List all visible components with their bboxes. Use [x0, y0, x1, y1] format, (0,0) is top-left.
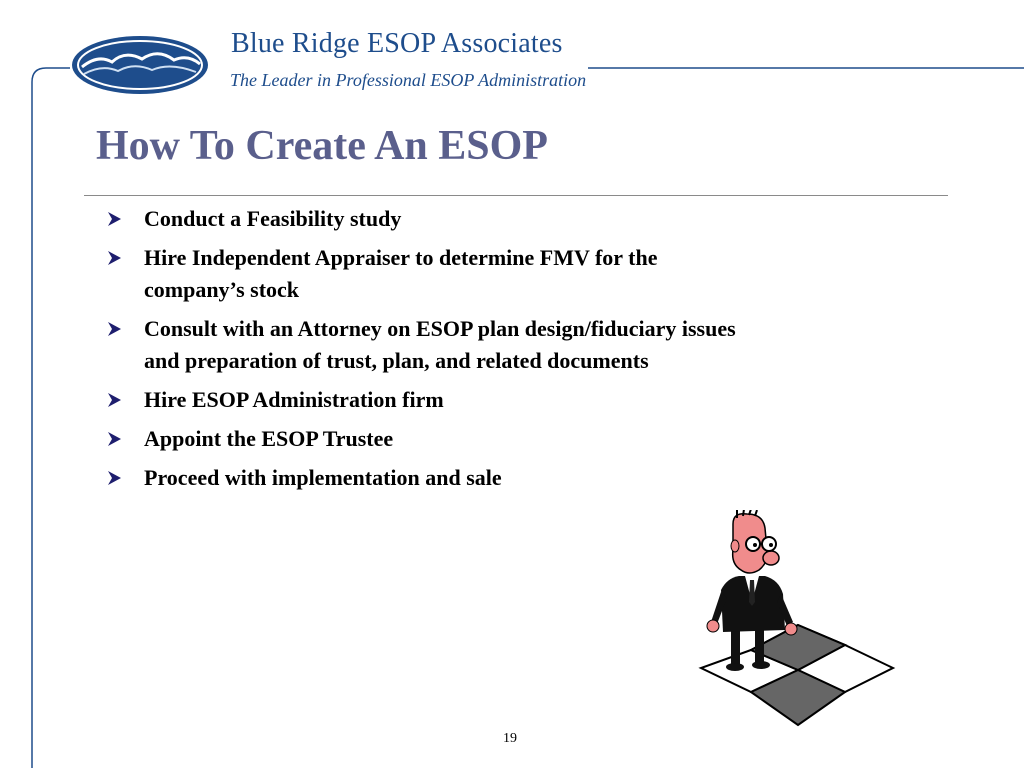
arrow-bullet-icon	[106, 242, 124, 274]
bullet-item	[106, 384, 746, 416]
bullet-text: Consult with an Attorney on ESOP plan design/fiduciary issues and preparation of trust, plan, and related documents	[144, 316, 736, 373]
bullet-item	[106, 423, 746, 455]
bullet-text: Appoint the ESOP Trustee	[144, 426, 394, 451]
bullet-list	[106, 203, 746, 501]
bullet-item	[106, 462, 746, 494]
arrow-bullet-icon	[106, 462, 124, 494]
slide-title: How To Create An ESOP	[96, 123, 548, 169]
bullet-text: Hire Independent Appraiser to determine FMV for the company’s stock	[144, 245, 658, 302]
bullet-text: Conduct a Feasibility study	[144, 206, 402, 231]
company-name: Blue Ridge ESOP Associates	[231, 28, 563, 59]
title-divider	[84, 195, 948, 196]
bullet-item	[106, 203, 746, 235]
man-on-checkered-floor-icon	[693, 510, 903, 735]
bullet-item	[106, 242, 746, 306]
company-tagline: The Leader in Professional ESOP Administration	[230, 70, 587, 90]
arrow-bullet-icon	[106, 423, 124, 455]
company-logo-icon	[70, 34, 210, 96]
arrow-bullet-icon	[106, 313, 124, 345]
page-number: 19	[503, 731, 517, 746]
arrow-bullet-icon	[106, 203, 124, 235]
bullet-text: Proceed with implementation and sale	[144, 465, 502, 490]
bullet-text: Hire ESOP Administration firm	[144, 387, 444, 412]
bullet-item	[106, 313, 746, 377]
arrow-bullet-icon	[106, 384, 124, 416]
